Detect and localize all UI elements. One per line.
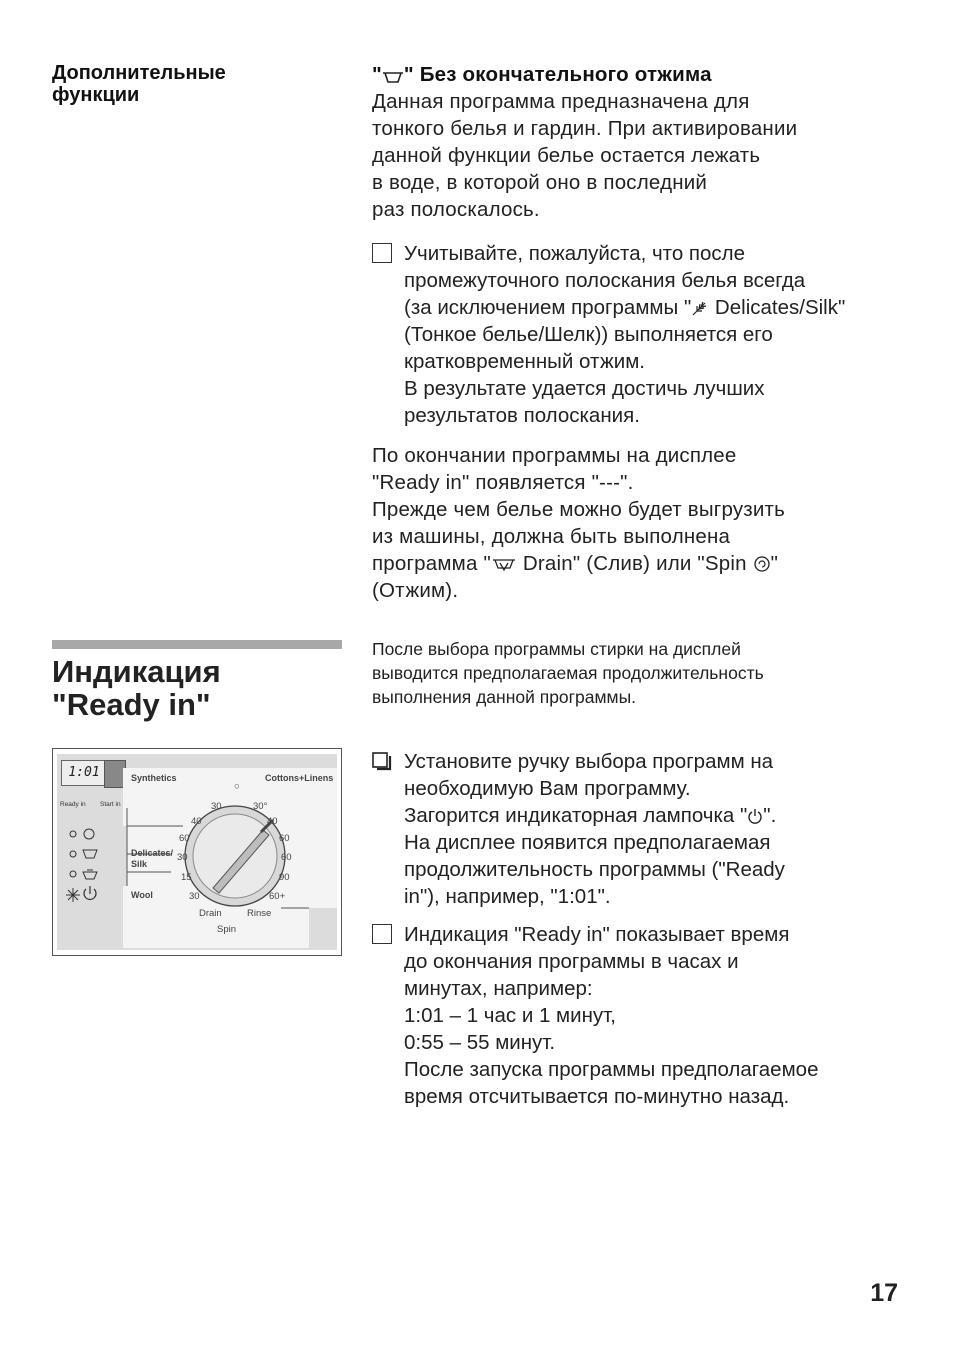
section-divider-bar (52, 640, 342, 649)
step-checkbox-icon (372, 752, 392, 772)
note-box-icon (372, 924, 392, 944)
temp-label: 40 (267, 816, 278, 827)
delicates-label: Delicates/ (131, 848, 174, 858)
temp-label: 30 (189, 891, 200, 902)
temp-label: 30° (253, 801, 268, 812)
intro-line: в воде, в которой оно в последний (372, 171, 708, 194)
basin-no-spin-icon (382, 70, 404, 84)
temp-label: 30 (211, 801, 222, 812)
after-program-paragraph: По окончании программы на дисплее "Ready in" появляется "---". Прежде чем белье можно будет выгрузить из машины, должна быть выполнена программа " Drain" (Слив) или "Spin " (Отжим). (372, 444, 785, 602)
synthetics-label: Synthetics (131, 773, 177, 783)
ready-in-label: Ready in (60, 801, 86, 808)
drain-label: Drain (199, 908, 222, 919)
temp-label: 60 (179, 833, 190, 844)
feather-icon (691, 299, 709, 317)
temp-label: 60 (281, 852, 292, 863)
ready-in-display: 1:01 (61, 760, 107, 786)
control-panel-illustration (52, 748, 342, 956)
temp-label: 30 (177, 852, 188, 863)
note-box-icon (372, 243, 392, 263)
program-dial-area (123, 768, 337, 948)
intro-line: тонкого белья и гардин. При активировании (372, 117, 798, 140)
temp-label: 60+ (269, 891, 286, 902)
intro-line: Данная программа предназначена для (372, 90, 750, 113)
ready-in-note: Индикация "Ready in" показывает время до окончания программы в часах и минутах, например: 1:01 – 1 час и 1 минут, 0:55 – 55 минут. После запуска программы предполагаемое время отсчитывается по-минутно назад. (372, 921, 932, 1110)
temp-label: 90 (279, 872, 290, 883)
no-final-spin-heading: " " Без окончательного отжима (372, 63, 712, 86)
silk-label: Silk (131, 859, 148, 869)
cottons-label: Cottons+Linens (265, 773, 334, 783)
section-title: Индикация "Ready in" (52, 654, 221, 722)
ready-in-intro: После выбора программы стирки на дисплей выводится предполагаемая продолжительность выполнения данной программы. (372, 639, 764, 707)
side-label-line1: Дополнительные (52, 62, 226, 84)
temp-label: 60 (279, 833, 290, 844)
no-final-spin-section (372, 61, 932, 223)
section-side-label (52, 62, 226, 106)
page-number: 17 (870, 1279, 898, 1307)
drain-icon (491, 557, 517, 573)
temp-off-marker: ○ (234, 781, 240, 792)
spin-label: Spin (217, 924, 237, 935)
power-icon (747, 807, 763, 825)
no-final-spin-intro (372, 88, 932, 223)
start-in-label: Start in (100, 801, 121, 808)
spin-icon (753, 555, 771, 573)
temp-label: 15 (181, 872, 192, 883)
step-select-program: Установите ручку выбора программ на необходимую Вам программу. Загорится индикаторная лампочка " ". На дисплее появится предполагаемая продолжительность программы ("Ready in"), например, "1:01". (372, 748, 932, 910)
wool-label: Wool (131, 890, 153, 900)
rinse-label: Rinse (247, 908, 272, 919)
side-label-line2: функции (52, 84, 140, 106)
rinse-note: Учитывайте, пожалуйста, что после промежуточного полоскания белья всегда (за исключением программы " Delicates/Silk" (Тонкое белье/Шелк)) выполняется его кратковременный отжим. В результате удается достичь лучших результатов полоскания. (372, 240, 932, 429)
temp-label: 40 (191, 816, 202, 827)
intro-line: данной функции белье остается лежать (372, 144, 761, 167)
option-buttons (65, 826, 109, 910)
intro-line: раз полоскалось. (372, 198, 540, 221)
